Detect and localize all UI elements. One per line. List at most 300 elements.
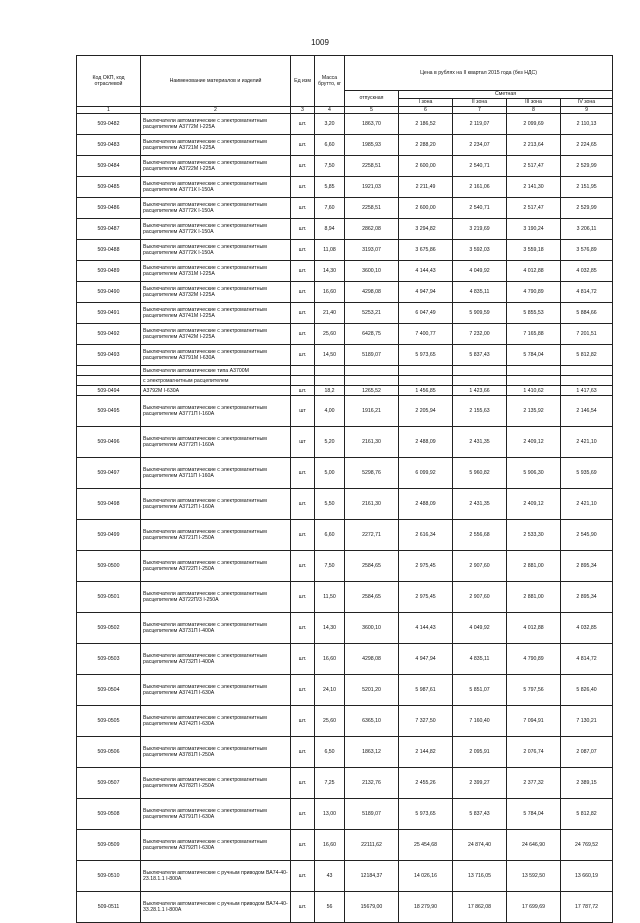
row-code: 509-0497 [77,458,141,489]
row-zone3-price: 13 592,50 [507,861,561,892]
row-name: Выключатели автоматические с электромагнитным расцепителем А3772К I-150А [141,240,291,261]
row-unit: шт. [291,799,315,830]
row-release-price: 15679,00 [345,892,399,923]
row-zone1-price: 2 186,52 [399,114,453,135]
row-name: Выключатели автоматические с электромагнитным расцепителем А3721П I-250А [141,520,291,551]
row-unit: шт. [291,520,315,551]
row-name: с электромагнитным расцепителем [141,376,291,386]
table-row [77,892,613,923]
row-release-price: 2862,08 [345,219,399,240]
column-number: 9 [561,107,613,114]
row-release-price: 2161,30 [345,489,399,520]
row-zone2-price: 24 874,40 [453,830,507,861]
row-zone2-price: 2 155,63 [453,396,507,427]
table-row [77,582,613,613]
table-row [77,644,613,675]
row-name: Выключатели автоматические с электромагнитным расцепителем А3791П I-630А [141,799,291,830]
row-unit: шт. [291,303,315,324]
row-zone1-price: 4 947,94 [399,644,453,675]
table-row [77,799,613,830]
row-zone3-price: 7 165,88 [507,324,561,345]
row-mass: 25,60 [315,706,345,737]
table-row [77,706,613,737]
table-row [77,135,613,156]
row-release-price: 2132,76 [345,768,399,799]
row-code: 509-0491 [77,303,141,324]
row-name: Выключатели автоматические с электромагнитным расцепителем А3792П I-630А [141,830,291,861]
row-unit [291,366,315,376]
row-zone4-price: 3 206,11 [561,219,613,240]
table-row [77,551,613,582]
row-mass: 7,60 [315,198,345,219]
row-name: Выключатели автоматические с электромагнитным расцепителем А3722П/3 I-250А [141,582,291,613]
header-code: Код ОКП, код отраслевой [77,56,141,107]
row-release-price: 22111,62 [345,830,399,861]
row-release-price: 2161,30 [345,427,399,458]
row-zone1-price [399,366,453,376]
row-zone2-price: 3 592,03 [453,240,507,261]
table-row [77,427,613,458]
row-name: Выключатели автоматические с электромагнитным расцепителем А3722П I-250А [141,551,291,582]
row-mass: 5,85 [315,177,345,198]
row-zone4-price: 1 417,63 [561,386,613,396]
row-mass [315,366,345,376]
row-code [77,366,141,376]
row-code: 509-0487 [77,219,141,240]
row-zone3-price: 2 409,12 [507,489,561,520]
column-number: 4 [315,107,345,114]
table-row [77,114,613,135]
row-zone3-price: 2 517,47 [507,198,561,219]
row-unit: шт. [291,345,315,366]
row-release-price: 1265,52 [345,386,399,396]
row-unit: шт. [291,135,315,156]
header-release: отпускная [345,91,399,107]
row-code: 509-0495 [77,396,141,427]
table-row [77,156,613,177]
row-release-price: 12184,37 [345,861,399,892]
row-name: Выключатели автоматические с ручным приводом ВА74-40-33.28.1.1 I-800А [141,892,291,923]
table-row [77,768,613,799]
row-zone4-price: 2 895,34 [561,582,613,613]
row-zone1-price: 2 144,82 [399,737,453,768]
row-zone2-price: 2 161,06 [453,177,507,198]
column-number: 8 [507,107,561,114]
row-zone2-price: 7 232,00 [453,324,507,345]
row-release-price: 6365,10 [345,706,399,737]
row-mass: 11,08 [315,240,345,261]
row-zone3-price: 24 646,90 [507,830,561,861]
row-zone2-price: 5 837,43 [453,799,507,830]
row-unit: шт. [291,114,315,135]
price-table-wrapper [76,55,612,923]
row-zone3-price: 5 797,56 [507,675,561,706]
row-zone4-price: 17 787,72 [561,892,613,923]
row-name: Выключатели автоматические с электромагнитным расцепителем А3722М I-225А [141,156,291,177]
row-name: Выключатели автоматические с электромагнитным расцепителем А3742П I-630А [141,706,291,737]
row-zone4-price: 7 130,21 [561,706,613,737]
row-zone3-price: 5 855,53 [507,303,561,324]
row-name: Выключатели автоматические с электромагнитным расцепителем А3721М I-225А [141,135,291,156]
row-unit: шт. [291,240,315,261]
row-unit: шт. [291,582,315,613]
row-code: 509-0506 [77,737,141,768]
row-name: Выключатели автоматические с электромагнитным расцепителем А3791М I-630А [141,345,291,366]
row-unit: шт. [291,675,315,706]
row-zone3-price: 5 906,30 [507,458,561,489]
row-zone2-price: 2 431,35 [453,427,507,458]
row-mass: 4,00 [315,396,345,427]
row-release-price: 2258,51 [345,198,399,219]
row-zone1-price: 3 675,86 [399,240,453,261]
row-name: Выключатели автоматические с ручным приводом ВА74-40-23.18.1.1 I-800А [141,861,291,892]
row-zone2-price: 2 907,60 [453,551,507,582]
row-zone3-price: 2 409,12 [507,427,561,458]
row-zone4-price: 2 146,54 [561,396,613,427]
row-release-price: 5189,07 [345,799,399,830]
row-mass: 6,60 [315,520,345,551]
row-zone2-price [453,376,507,386]
row-release-price: 2258,51 [345,156,399,177]
table-row [77,261,613,282]
row-release-price: 1863,70 [345,114,399,135]
row-unit: шт. [291,830,315,861]
row-mass: 8,94 [315,219,345,240]
row-zone2-price: 5 851,07 [453,675,507,706]
row-unit: шт [291,427,315,458]
row-zone1-price: 2 211,49 [399,177,453,198]
column-number: 2 [141,107,291,114]
row-unit: шт. [291,324,315,345]
row-zone3-price: 7 094,91 [507,706,561,737]
row-zone4-price: 4 814,72 [561,282,613,303]
row-zone4-price: 2 529,99 [561,198,613,219]
row-code: 509-0499 [77,520,141,551]
row-zone2-price: 2 119,07 [453,114,507,135]
table-row [77,240,613,261]
row-zone3-price: 2 213,64 [507,135,561,156]
row-zone4-price: 2 421,10 [561,489,613,520]
row-mass: 14,30 [315,261,345,282]
row-name: Выключатели автоматические с электромагнитным расцепителем А3781П I-250А [141,737,291,768]
row-release-price: 2584,65 [345,551,399,582]
table-row [77,376,613,386]
row-release-price: 3600,10 [345,261,399,282]
row-zone2-price: 17 862,08 [453,892,507,923]
row-release-price: 3600,10 [345,613,399,644]
row-zone1-price: 4 947,94 [399,282,453,303]
row-zone3-price [507,376,561,386]
row-code [77,376,141,386]
row-release-price: 6428,75 [345,324,399,345]
row-zone4-price: 5 812,82 [561,345,613,366]
row-zone3-price: 17 699,69 [507,892,561,923]
row-zone1-price [399,376,453,386]
row-mass: 14,30 [315,613,345,644]
row-zone3-price: 5 784,04 [507,345,561,366]
table-row [77,675,613,706]
table-row [77,830,613,861]
table-row [77,345,613,366]
table-row [77,613,613,644]
row-zone1-price: 6 047,49 [399,303,453,324]
column-number: 5 [345,107,399,114]
price-table [76,55,613,923]
row-zone4-price: 2 421,10 [561,427,613,458]
row-zone4-price: 5 935,69 [561,458,613,489]
row-zone2-price: 2 234,07 [453,135,507,156]
row-zone3-price: 2 533,30 [507,520,561,551]
row-code: 509-0485 [77,177,141,198]
row-zone3-price: 4 790,89 [507,282,561,303]
row-unit: шт. [291,706,315,737]
row-zone2-price: 5 837,43 [453,345,507,366]
row-zone1-price: 2 975,45 [399,551,453,582]
row-mass: 7,50 [315,551,345,582]
row-code: 509-0483 [77,135,141,156]
row-zone2-price: 2 540,71 [453,198,507,219]
row-mass: 3,20 [315,114,345,135]
row-name: Выключатели автоматические типа А3700М [141,366,291,376]
row-zone2-price: 2 556,68 [453,520,507,551]
row-unit: шт. [291,386,315,396]
row-zone1-price: 4 144,43 [399,613,453,644]
row-mass: 56 [315,892,345,923]
table-row [77,303,613,324]
row-code: 509-0508 [77,799,141,830]
row-unit: шт. [291,861,315,892]
row-mass: 13,00 [315,799,345,830]
table-row [77,177,613,198]
row-zone4-price: 7 201,51 [561,324,613,345]
row-zone2-price: 4 049,92 [453,613,507,644]
row-zone4-price: 13 660,19 [561,861,613,892]
row-zone1-price: 5 973,65 [399,345,453,366]
row-zone3-price: 2 076,74 [507,737,561,768]
row-mass: 16,60 [315,644,345,675]
table-row [77,737,613,768]
row-zone1-price: 5 987,61 [399,675,453,706]
row-name: Выключатели автоматические с электромагнитным расцепителем А3772П I-160А [141,427,291,458]
table-row [77,198,613,219]
row-code: 509-0489 [77,261,141,282]
row-mass: 43 [315,861,345,892]
header-mass: Масса брутто, кг [315,56,345,107]
row-code: 509-0504 [77,675,141,706]
row-name: Выключатели автоматические с электромагнитным расцепителем А3771П I-160А [141,396,291,427]
header-zone1: I зона [399,99,453,107]
row-zone2-price [453,366,507,376]
row-zone4-price: 2 151,95 [561,177,613,198]
row-name: Выключатели автоматические с электромагнитным расцепителем А3731П I-400А [141,613,291,644]
row-release-price: 4298,08 [345,644,399,675]
row-unit [291,376,315,386]
row-mass: 21,40 [315,303,345,324]
page-number: 1009 [311,38,329,47]
row-zone4-price: 2 529,99 [561,156,613,177]
row-zone1-price: 2 616,34 [399,520,453,551]
row-unit: шт. [291,892,315,923]
row-unit: шт [291,396,315,427]
row-unit: шт. [291,489,315,520]
row-zone1-price: 7 327,50 [399,706,453,737]
row-name: Выключатели автоматические с электромагнитным расцепителем А3742М I-225А [141,324,291,345]
row-zone2-price: 1 423,66 [453,386,507,396]
row-mass: 5,20 [315,427,345,458]
row-zone1-price: 2 488,09 [399,489,453,520]
column-number: 3 [291,107,315,114]
row-zone4-price: 24 769,52 [561,830,613,861]
table-row [77,282,613,303]
header-name: Наименование материалов и изделий [141,56,291,107]
table-row [77,520,613,551]
row-code: 509-0509 [77,830,141,861]
row-code: 509-0502 [77,613,141,644]
row-zone4-price: 5 884,66 [561,303,613,324]
row-mass: 5,00 [315,458,345,489]
row-zone2-price: 7 160,40 [453,706,507,737]
row-zone4-price: 5 812,82 [561,799,613,830]
row-name: Выключатели автоматические с электромагнитным расцепителем А3732П I-400А [141,644,291,675]
row-code: 509-0490 [77,282,141,303]
row-unit: шт. [291,768,315,799]
row-release-price: 2272,71 [345,520,399,551]
row-zone1-price: 7 400,77 [399,324,453,345]
row-zone4-price: 2 895,34 [561,551,613,582]
table-row [77,219,613,240]
row-zone1-price: 2 455,26 [399,768,453,799]
row-name: Выключатели автоматические с электромагнитным расцепителем А3772К I-150А [141,198,291,219]
row-mass: 16,60 [315,282,345,303]
row-code: 509-0482 [77,114,141,135]
row-zone1-price: 2 288,20 [399,135,453,156]
row-name: Выключатели автоматические с электромагнитным расцепителем А3772М I-225А [141,114,291,135]
row-unit: шт. [291,198,315,219]
row-name: Выключатели автоматические с электромагнитным расцепителем А3711П I-160А [141,458,291,489]
row-zone1-price: 14 026,16 [399,861,453,892]
row-zone1-price: 18 279,90 [399,892,453,923]
row-zone2-price: 4 835,11 [453,282,507,303]
table-row [77,324,613,345]
row-mass: 25,60 [315,324,345,345]
row-mass: 16,60 [315,830,345,861]
row-code: 509-0498 [77,489,141,520]
row-zone1-price: 2 600,00 [399,198,453,219]
row-zone4-price: 2 110,13 [561,114,613,135]
row-mass: 18,2 [315,386,345,396]
row-release-price: 2584,65 [345,582,399,613]
header-zone4: IV зона [561,99,613,107]
row-name: Выключатели автоматические с электромагнитным расцепителем А3731М I-225А [141,261,291,282]
row-mass: 24,10 [315,675,345,706]
table-row [77,396,613,427]
row-mass: 5,50 [315,489,345,520]
row-mass: 6,60 [315,135,345,156]
row-zone4-price: 4 032,85 [561,613,613,644]
column-number: 1 [77,107,141,114]
row-zone1-price: 2 205,94 [399,396,453,427]
table-row [77,386,613,396]
row-unit: шт. [291,613,315,644]
row-code: 509-0488 [77,240,141,261]
row-zone3-price: 5 784,04 [507,799,561,830]
row-zone2-price: 5 960,82 [453,458,507,489]
row-mass: 14,50 [315,345,345,366]
row-unit: шт. [291,177,315,198]
row-code: 509-0505 [77,706,141,737]
row-mass [315,376,345,386]
row-unit: шт. [291,551,315,582]
header-zone2: II зона [453,99,507,107]
row-zone3-price: 4 012,88 [507,261,561,282]
row-zone4-price: 3 576,89 [561,240,613,261]
row-zone2-price: 2 431,35 [453,489,507,520]
row-name: Выключатели автоматические с электромагнитным расцепителем А3782П I-250А [141,768,291,799]
row-zone2-price: 2 907,60 [453,582,507,613]
row-zone3-price: 2 135,92 [507,396,561,427]
row-zone1-price: 25 454,68 [399,830,453,861]
header-price-title: Цена в рублях на II квартал 2015 года (без НДС) [345,56,613,91]
table-row [77,861,613,892]
row-release-price: 1985,93 [345,135,399,156]
row-code: 509-0500 [77,551,141,582]
row-code: 509-0494 [77,386,141,396]
row-zone3-price: 2 881,00 [507,582,561,613]
row-zone3-price: 4 790,89 [507,644,561,675]
row-release-price: 1921,03 [345,177,399,198]
table-row [77,366,613,376]
row-zone3-price: 1 410,62 [507,386,561,396]
row-unit: шт. [291,644,315,675]
row-mass: 7,25 [315,768,345,799]
row-name: Выключатели автоматические с электромагнитным расцепителем А3741П I-630А [141,675,291,706]
row-release-price: 3193,07 [345,240,399,261]
row-code: 509-0486 [77,198,141,219]
row-code: 509-0510 [77,861,141,892]
row-code: 509-0507 [77,768,141,799]
row-zone2-price: 13 716,05 [453,861,507,892]
row-zone4-price: 2 087,07 [561,737,613,768]
row-zone4-price: 5 826,40 [561,675,613,706]
row-code: 509-0484 [77,156,141,177]
row-zone3-price: 3 559,18 [507,240,561,261]
row-zone4-price: 2 224,65 [561,135,613,156]
row-zone4-price: 2 389,15 [561,768,613,799]
table-row [77,458,613,489]
row-zone2-price: 2 540,71 [453,156,507,177]
row-zone1-price: 2 488,09 [399,427,453,458]
row-unit: шт. [291,156,315,177]
row-zone2-price: 4 049,92 [453,261,507,282]
row-code: 509-0496 [77,427,141,458]
column-number-row [77,107,613,114]
row-zone4-price: 4 032,85 [561,261,613,282]
row-code: 509-0493 [77,345,141,366]
row-zone3-price: 3 190,24 [507,219,561,240]
row-release-price [345,366,399,376]
row-name: Выключатели автоматические с электромагнитным расцепителем А3712П I-160А [141,489,291,520]
row-name: А3792М I-630А [141,386,291,396]
row-release-price: 5298,76 [345,458,399,489]
row-zone2-price: 5 909,59 [453,303,507,324]
row-code: 509-0503 [77,644,141,675]
row-name: Выключатели автоматические с электромагнитным расцепителем А3741М I-225А [141,303,291,324]
row-zone3-price: 2 517,47 [507,156,561,177]
row-zone3-price [507,366,561,376]
table-body [77,114,613,923]
row-release-price: 5189,07 [345,345,399,366]
header-unit: Ед изм [291,56,315,107]
